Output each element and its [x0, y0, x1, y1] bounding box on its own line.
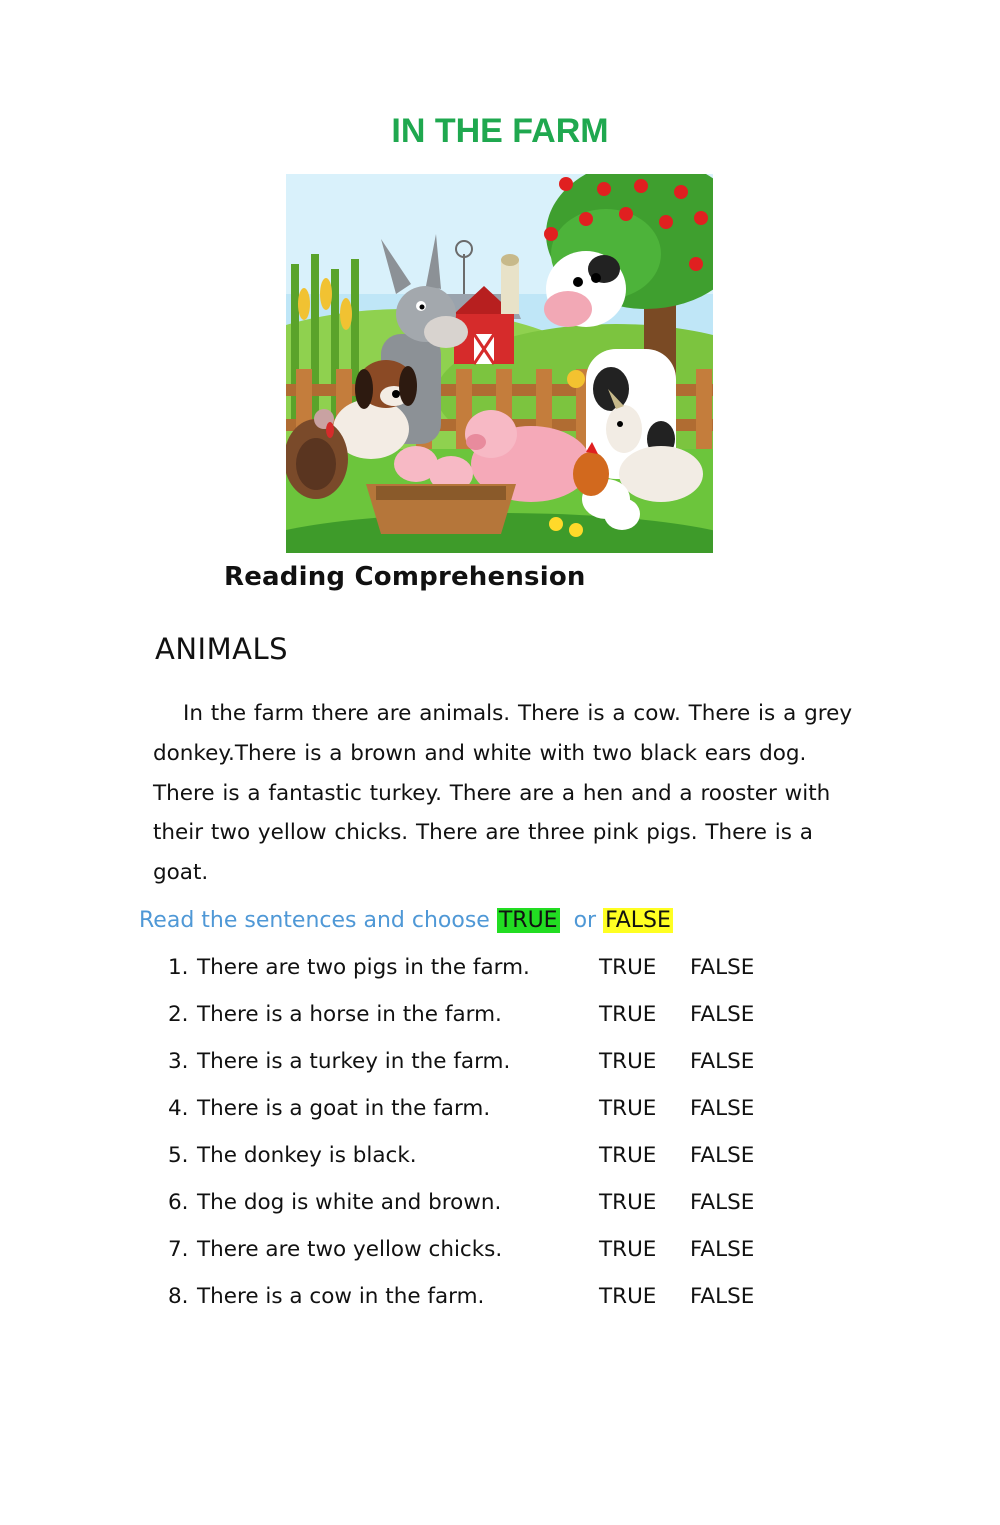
question-row: [0, 1284, 1000, 1324]
question-text: There is a cow in the farm.: [197, 1284, 485, 1309]
instruction-false-word: FALSE: [605, 908, 671, 933]
false-option[interactable]: FALSE: [690, 1002, 755, 1027]
section-heading: ANIMALS: [155, 632, 289, 666]
question-row: [0, 1096, 1000, 1136]
question-text: The donkey is black.: [197, 1143, 417, 1168]
question-row: [0, 1002, 1000, 1042]
false-option[interactable]: FALSE: [690, 1096, 755, 1121]
question-text: There are two pigs in the farm.: [197, 955, 530, 980]
true-option[interactable]: TRUE: [599, 1284, 657, 1309]
question-text: There is a horse in the farm.: [197, 1002, 502, 1027]
true-option[interactable]: TRUE: [599, 955, 657, 980]
farm-animals-illustration: [286, 174, 713, 553]
reading-paragraph: In the farm there are animals. There is a cow. There is a grey donkey.There is a brown and white with two black ears dog. There is a fantastic turkey. There are a hen and a rooster with their two yellow chicks. There are three pink pigs. There is a goat.: [153, 701, 853, 886]
question-text: There are two yellow chicks.: [197, 1237, 503, 1262]
false-option[interactable]: FALSE: [690, 1049, 755, 1074]
false-option[interactable]: FALSE: [690, 1284, 755, 1309]
question-text: The dog is white and brown.: [197, 1190, 502, 1215]
instruction-prefix: Read the sentences and choose: [139, 908, 497, 933]
question-number: 3.: [168, 1049, 189, 1074]
true-option[interactable]: TRUE: [599, 1049, 657, 1074]
question-number: 6.: [168, 1190, 189, 1215]
false-option[interactable]: FALSE: [690, 1237, 755, 1262]
question-number: 1.: [168, 955, 189, 980]
question-number: 5.: [168, 1143, 189, 1168]
question-number: 8.: [168, 1284, 189, 1309]
page-title: IN THE FARM: [391, 112, 609, 150]
question-number: 7.: [168, 1237, 189, 1262]
instruction-line: [139, 908, 673, 933]
true-option[interactable]: TRUE: [599, 1190, 657, 1215]
question-row: [0, 1049, 1000, 1089]
question-row: [0, 955, 1000, 995]
true-option[interactable]: TRUE: [599, 1143, 657, 1168]
question-text: There is a goat in the farm.: [197, 1096, 491, 1121]
question-number: 2.: [168, 1002, 189, 1027]
true-option[interactable]: TRUE: [599, 1002, 657, 1027]
question-row: [0, 1190, 1000, 1230]
instruction-true-word: TRUE: [498, 908, 558, 933]
false-option[interactable]: FALSE: [690, 955, 755, 980]
instruction-middle: or: [559, 908, 604, 933]
true-option[interactable]: TRUE: [599, 1096, 657, 1121]
question-row: [0, 1143, 1000, 1183]
question-row: [0, 1237, 1000, 1277]
false-option[interactable]: FALSE: [690, 1190, 755, 1215]
false-option[interactable]: FALSE: [690, 1143, 755, 1168]
question-number: 4.: [168, 1096, 189, 1121]
true-option[interactable]: TRUE: [599, 1237, 657, 1262]
question-text: There is a turkey in the farm.: [197, 1049, 511, 1074]
reading-comprehension-heading: Reading Comprehension: [224, 562, 586, 592]
